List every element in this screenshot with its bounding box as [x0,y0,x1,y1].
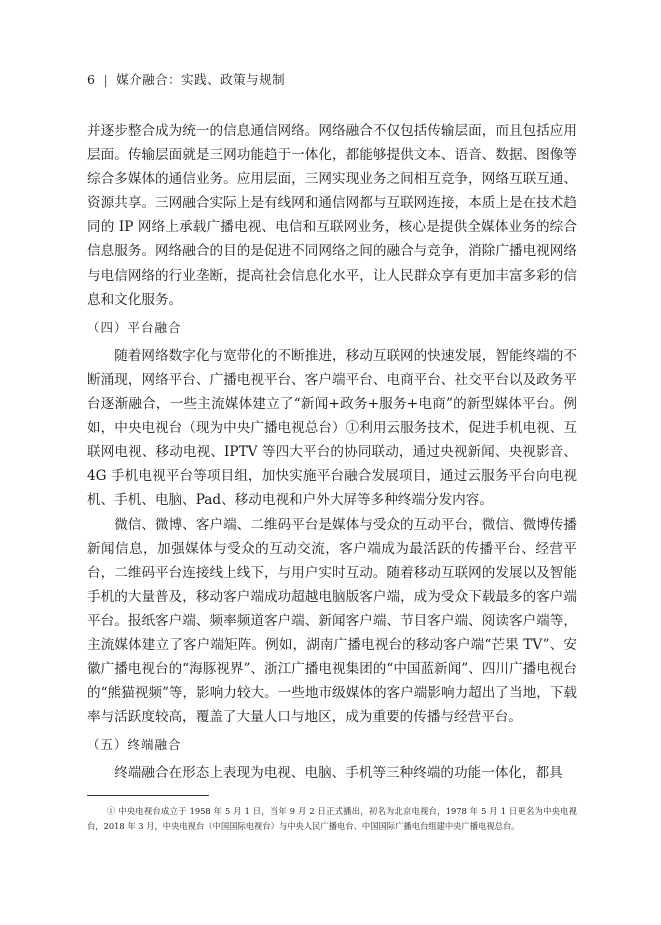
paragraph-interactive-platforms: 微信、微博、客户端、二维码平台是媒体与受众的互动平台，微信、微博传播新闻信息，加强媒体与受众的互动交流，客户端成为最活跃的传播平台、经营平台，二维码平台连接线上线下，与用户实时互动。随着移动互联网的发展以及智能手机的大量普及，移动客户端成功超越电脑版客户端，成为受众下载最多的客户端平台。报纸客户端、频率频道客户端、新闻客户端、节目客户端、阅读客户端等，主流媒体建立了客户端矩阵。例如，湖南广播电视台的移动客户端“芒果 TV”、安徽广播电视台的“海豚视界”、浙江广播电视集团的“中国蓝新闻”、四川广播电视台的“熊猫视频”等，影响力较大。一些地市级媒体的客户端影响力超出了当地，下载率与活跃度较高，覆盖了大量人口与地区，成为重要的传播与经营平台。 [87,516,577,726]
paragraph-network-convergence: 并逐步整合成为统一的信息通信网络。网络融合不仅包括传输层面，而且包括应用层面。传输层面就是三网功能趋于一体化，都能够提供文本、语音、数据、图像等综合多媒体的通信业务。应用层面，三网实现业务之间相互竞争，网络互联互通、资源共享。三网融合实际上是有线网和通信网都与互联网连接，本质上是在技术趋同的 IP 网络上承载广播电视、电信和互联网业务，核心是提供全媒体业务的综合信息服务。网络融合的目的是促进不同网络之间的融合与竞争，消除广播电视网络与电信网络的行业垄断，提高社会信息化水平，让人民群众享有更加丰富多彩的信息和文化服务。 [87,123,577,308]
paragraph-terminal-convergence: 终端融合在形态上表现为电视、电脑、手机等三种终端的功能一体化，都具 [114,765,563,782]
running-header [87,70,285,88]
header-separator: | [103,71,109,87]
book-title: 媒介融合：实践、政策与规制 [116,72,286,87]
paragraph-platform-convergence: 随着网络数字化与宽带化的不断推进，移动互联网的快速发展，智能终端的不断涌现，网络平台、广播电视平台、客户端平台、电商平台、社交平台以及政务平台逐渐融合，一些主流媒体建立了“新闻+政务+服务+电商”的新型媒体平台。例如，中央电视台（现为中央广播电视总台）①利用云服务技术，促进手机电视、互联网电视、移动电视、IPTV 等四大平台的协同联动，通过央视新闻、央视影音、4G 手机电视平台等项目组，加快实施平台融合发展项目，通过云服务平台向电视机、手机、电脑、Pad、移动电视和户外大屏等多种终端分发内容。 [87,347,577,509]
footnote-text: ① 中央电视台成立于 1958 年 5 月 1 日，当年 9 月 2 日正式播出，初名为北京电视台，1978 年 5 月 1 日更名为中央电视台，2018 年 3 月，中央电视台（中国国际电视台）与中央人民广播电台、中国国际广播电台组建中央广播电视总台。 [87,806,577,831]
main-text [87,119,577,786]
footnote-divider [87,795,209,796]
footnote [87,804,577,834]
section-heading-platform-convergence: （四）平台融合 [87,319,182,335]
section-heading-terminal-convergence: （五）终端融合 [87,737,182,753]
page-number: 6 [87,71,96,87]
